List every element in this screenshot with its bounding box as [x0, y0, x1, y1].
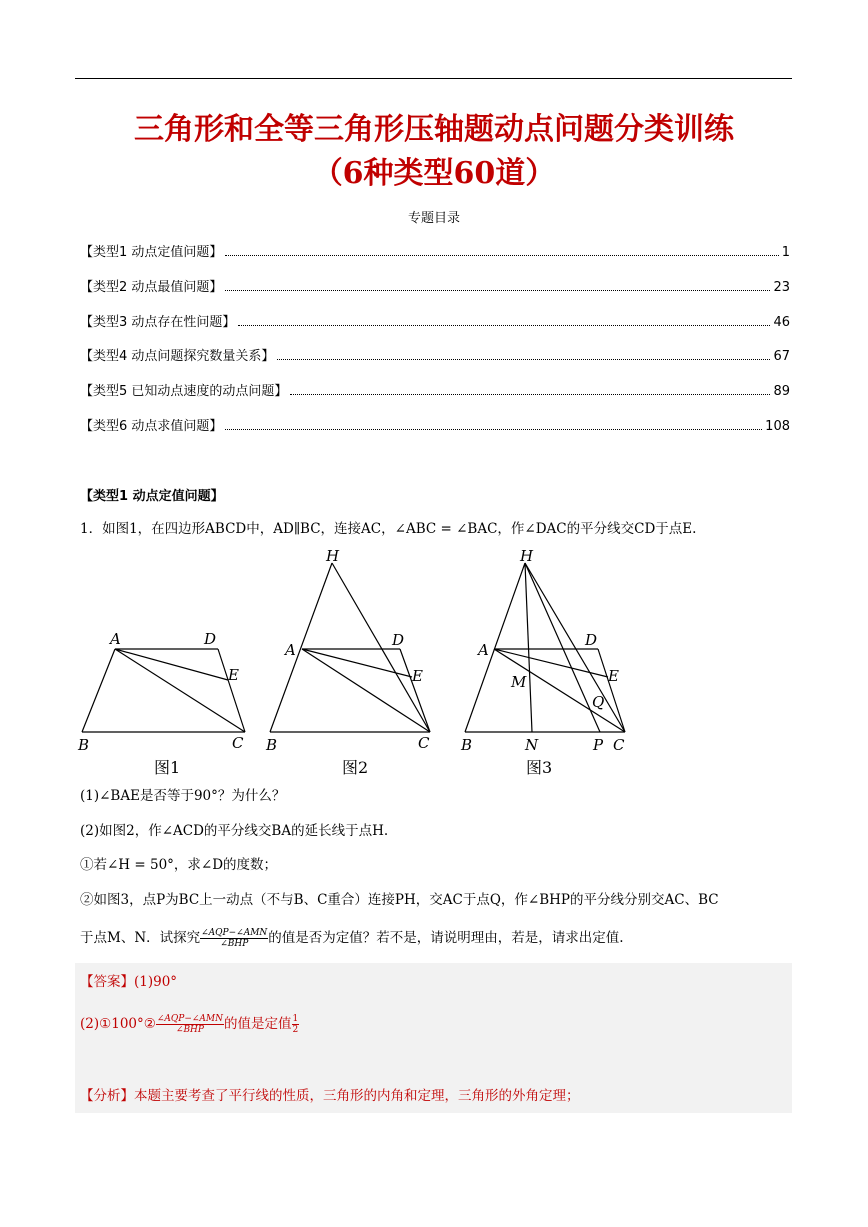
fig2-label-a: A — [285, 641, 296, 659]
toc-leader — [225, 255, 778, 256]
geometry-figures — [70, 545, 650, 775]
toc-item-label: 【类型6 动点求值问题】 — [80, 419, 223, 434]
figure-1-caption: 图1 — [154, 758, 181, 777]
fig3-label-a: A — [478, 641, 489, 659]
section-heading: 【类型1 动点定值问题】 — [80, 489, 224, 504]
toc-item-label: 【类型1 动点定值问题】 — [80, 245, 223, 260]
fig3-label-q: Q — [592, 693, 605, 711]
fig3-label-c: C — [613, 736, 625, 754]
fig3-label-d: D — [585, 631, 598, 649]
toc-item[interactable] — [80, 344, 790, 364]
answer-fraction — [156, 1014, 224, 1035]
fraction-denominator: ∠BHP — [220, 939, 249, 949]
problem-intro: 1．如图1，在四边形ABCD中，AD∥BC，连接AC，∠ABC = ∠BAC，作∠DAC的平分线交CD于点E. — [80, 521, 697, 537]
answer-fraction-numerator: ∠AQP−∠AMN — [156, 1014, 224, 1024]
toc-heading: 专题目录 — [407, 211, 460, 226]
page-title-line1: 三角形和全等三角形压轴题动点问题分类训练 — [134, 112, 734, 147]
answer-2-post: 的值是定值 — [224, 1016, 292, 1032]
figure-1 — [82, 649, 245, 732]
analysis-line — [80, 1086, 580, 1106]
fig1-label-d: D — [204, 630, 217, 648]
fig2-label-e: E — [412, 667, 423, 685]
fig3-label-h: H — [520, 547, 534, 565]
figure-3-caption: 图3 — [526, 758, 553, 777]
toc-leader — [238, 325, 770, 326]
toc-leader — [225, 290, 770, 291]
angle-ratio-fraction — [200, 928, 268, 949]
figure-2-caption: 图2 — [342, 758, 369, 777]
toc-leader — [290, 394, 770, 395]
answer-line-1 — [80, 972, 177, 992]
fig3-label-e: E — [608, 667, 619, 685]
question-2-2-post: 的值是否为定值？若不是，请说明理由，若是，请求出定值. — [268, 930, 624, 946]
toc-leader — [225, 429, 762, 430]
toc-item-label: 【类型3 动点存在性问题】 — [80, 315, 236, 330]
answer-1: (1)90° — [134, 974, 178, 990]
toc-item[interactable] — [80, 310, 790, 330]
half-denominator: 2 — [292, 1025, 299, 1035]
fig3-label-n: N — [525, 736, 539, 754]
fig2-label-c: C — [418, 734, 430, 752]
fig3-label-m: M — [511, 673, 527, 691]
toc-item-page: 23 — [773, 280, 790, 295]
fraction-numerator: ∠AQP−∠AMN — [201, 928, 268, 938]
toc-item[interactable] — [80, 414, 790, 434]
analysis-text: 本题主要考查了平行线的性质，三角形的内角和定理，三角形的外角定理； — [134, 1088, 580, 1104]
fig1-label-c: C — [232, 734, 244, 752]
toc-item-page: 89 — [773, 384, 790, 399]
toc-item-label: 【类型5 已知动点速度的动点问题】 — [80, 384, 288, 399]
toc-leader — [277, 359, 770, 360]
toc-item-page: 108 — [765, 419, 790, 434]
answer-fraction-denominator: ∠BHP — [175, 1025, 204, 1035]
toc-item[interactable] — [80, 275, 790, 295]
page-title-line2: （6种类型60道） — [312, 156, 556, 191]
toc-item-page: 67 — [773, 349, 790, 364]
fig1-label-b: B — [78, 736, 90, 754]
fig2-label-h: H — [326, 547, 340, 565]
half-numerator: 1 — [292, 1014, 299, 1024]
fig1-label-e: E — [228, 666, 239, 684]
toc-item-page: 46 — [773, 315, 790, 330]
toc-item[interactable] — [80, 240, 790, 260]
toc-item-label: 【类型4 动点问题探究数量关系】 — [80, 349, 275, 364]
fig2-label-d: D — [392, 631, 405, 649]
toc-item-page: 1 — [781, 245, 790, 260]
half-fraction — [292, 1014, 300, 1035]
question-2-2: ②如图3，点P为BC上一动点（不与B、C重合）连接PH，交AC于点Q，作∠BHP的平分线分别交AC、BC — [80, 892, 719, 908]
question-2: (2)如图2，作∠ACD的平分线交BA的延长线于点H. — [80, 823, 389, 839]
fig3-label-b: B — [461, 736, 473, 754]
answer-label: 【答案】 — [80, 974, 134, 990]
header-rule — [75, 78, 792, 79]
fig1-label-a: A — [110, 630, 121, 648]
toc-item[interactable] — [80, 379, 790, 399]
analysis-label: 【分析】 — [80, 1088, 134, 1104]
fig3-label-p: P — [593, 736, 604, 754]
toc-item-label: 【类型2 动点最值问题】 — [80, 280, 223, 295]
fig2-label-b: B — [266, 736, 278, 754]
question-2-2-pre: 于点M、N．试探究 — [80, 930, 201, 946]
question-2-2-continued — [80, 928, 624, 949]
question-2-1: ①若∠H = 50°，求∠D的度数； — [80, 857, 278, 873]
answer-2-pre: (2)①100°② — [80, 1016, 156, 1032]
question-1: (1)∠BAE是否等于90°？为什么？ — [80, 788, 286, 804]
answer-line-2 — [80, 1014, 299, 1035]
